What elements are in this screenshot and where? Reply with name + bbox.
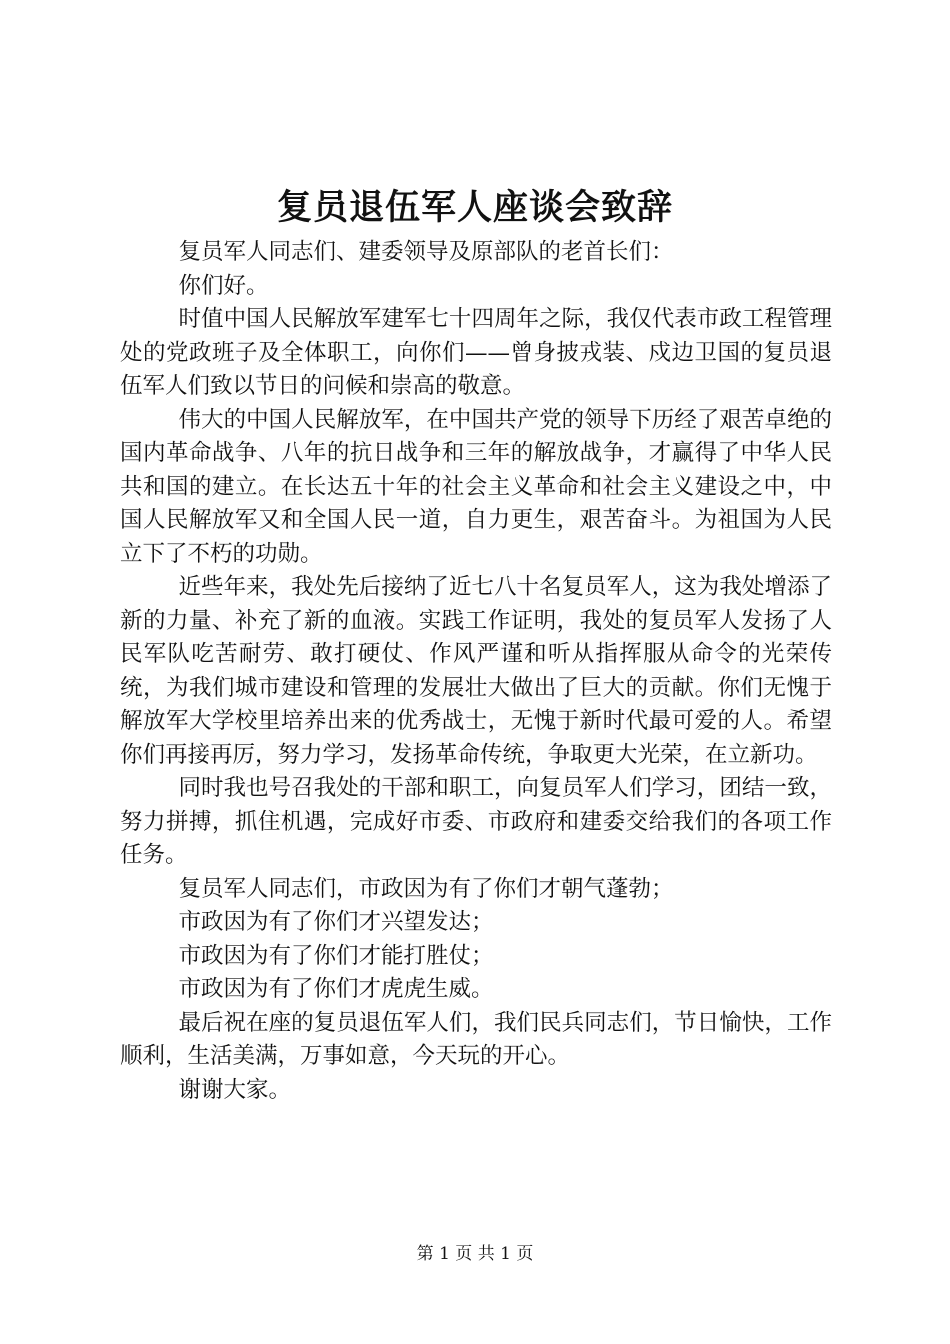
document-title: 复员退伍军人座谈会致辞 (276, 187, 673, 228)
body-paragraph: 时值中国人民解放军建军七十四周年之际，我仅代表市政工程管理处的党政班子及全体职工，向你们——曾身披戎装、戍边卫国的复员退伍军人们致以节日的问候和崇高的敬意。 (120, 306, 832, 399)
body-paragraph: 市政因为有了你们才能打胜仗； (178, 942, 494, 969)
body-paragraph: 复员军人同志们，市政因为有了你们才朝气蓬勃； (178, 875, 674, 902)
greeting-paragraph: 你们好。 (178, 272, 269, 299)
body-paragraph: 市政因为有了你们才虎虎生威。 (178, 976, 494, 1002)
page-footer: 第 1 页 共 1 页 (416, 1244, 534, 1264)
body-paragraph: 最后祝在座的复员退伍军人们，我们民兵同志们，节日愉快，工作顺利，生活美满，万事如意，今天玩的开心。 (120, 1009, 832, 1069)
document-body (120, 236, 832, 1107)
body-paragraph: 同时我也号召我处的干部和职工，向复员军人们学习，团结一致，努力拼搏，抓住机遇，完成好市委、市政府和建委交给我们的各项工作任务。 (120, 775, 832, 868)
body-paragraph: 市政因为有了你们才兴望发达； (178, 909, 494, 935)
body-paragraph: 近些年来，我处先后接纳了近七八十名复员军人，这为我处增添了新的力量、补充了新的血液。实践工作证明，我处的复员军人发扬了人民军队吃苦耐劳、敢打硬仗、作风严谨和听从指挥服从命令的光荣传统，为我们城市建设和管理的发展壮大做出了巨大的贡献。你们无愧于解放军大学校里培养出来的优秀战士，无愧于新时代最可爱的人。希望你们再接再厉，努力学习，发扬革命传统，争取更大光荣，在立新功。 (120, 574, 832, 768)
closing-paragraph: 谢谢大家。 (178, 1076, 292, 1103)
body-paragraph: 伟大的中国人民解放军，在中国共产党的领导下历经了艰苦卓绝的国内革命战争、八年的抗日战争和三年的解放战争，才赢得了中华人民共和国的建立。在长达五十年的社会主义革命和社会主义建设之中，中国人民解放军又和全国人民一道，自力更生，艰苦奋斗。为祖国为人民立下了不朽的功勋。 (120, 406, 832, 567)
salutation-paragraph: 复员军人同志们、建委领导及原部队的老首长们： (178, 239, 674, 265)
